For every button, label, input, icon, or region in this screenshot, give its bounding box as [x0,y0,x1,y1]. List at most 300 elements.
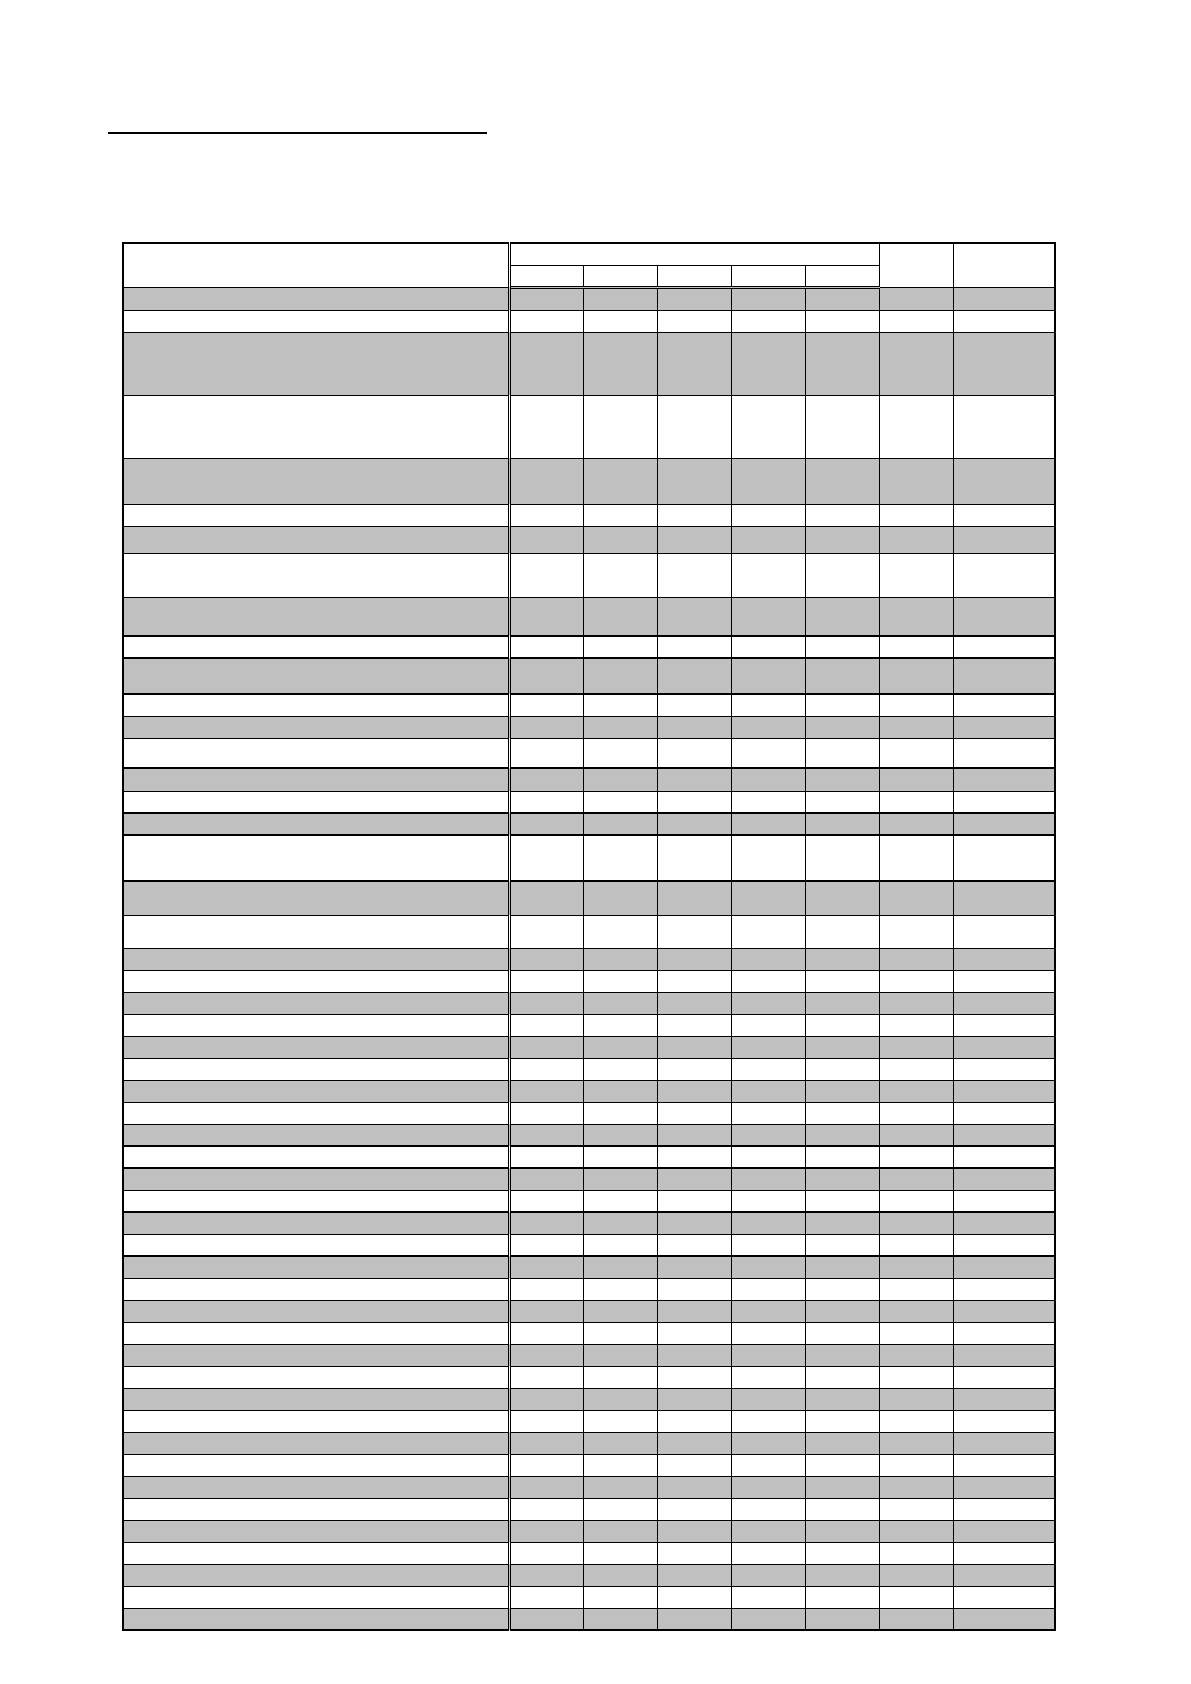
table-cell [805,1058,879,1080]
table-cell [879,1476,953,1498]
table-row [123,835,1055,881]
table-cell [953,694,1055,716]
table-cell [953,1388,1055,1410]
table-cell [657,1454,731,1476]
table-cell [879,1410,953,1432]
table-cell [509,287,583,310]
table-cell [953,597,1055,636]
table-cell [879,1432,953,1454]
table-cell [657,1564,731,1586]
table-cell [583,1520,657,1542]
table-cell [657,1168,731,1190]
table-cell [805,1014,879,1036]
table-cell [509,835,583,881]
table-cell [731,768,805,791]
table-cell [731,1278,805,1300]
table-cell [657,1146,731,1168]
table-cell [657,881,731,915]
table-cell [953,1322,1055,1344]
table-cell [509,526,583,553]
table-cell [583,1476,657,1498]
table-cell [879,1124,953,1146]
table-cell [583,1080,657,1102]
table-cell [953,1124,1055,1146]
table-cell [509,1432,583,1454]
table-cell [731,332,805,395]
table-cell [731,791,805,813]
table-cell [953,1234,1055,1256]
table-cell [123,694,509,716]
table-cell [731,1608,805,1630]
table-cell [657,1256,731,1278]
table-cell [731,1322,805,1344]
table-cell [731,1234,805,1256]
table-cell [879,1454,953,1476]
table-cell [805,458,879,504]
table-cell [509,948,583,970]
table-cell [805,1366,879,1388]
table-row [123,970,1055,992]
table-cell [657,287,731,310]
table-cell [123,1432,509,1454]
table-row [123,526,1055,553]
table-cell [509,332,583,395]
table-cell [657,1080,731,1102]
table-cell [657,1476,731,1498]
table-cell [879,526,953,553]
table-cell [953,915,1055,948]
table-cell [123,1498,509,1520]
table-row [123,694,1055,716]
table-cell [731,553,805,597]
row-header-cell [123,243,509,287]
table-cell [731,1388,805,1410]
table-row [123,1234,1055,1256]
table-row [123,310,1055,332]
table-cell [879,1168,953,1190]
table-cell [953,948,1055,970]
table-cell [123,287,509,310]
table-cell [509,1190,583,1212]
table-cell [509,992,583,1014]
table-row [123,1102,1055,1124]
table-cell [731,1102,805,1124]
table-cell [657,1058,731,1080]
table-cell [953,1014,1055,1036]
table-cell [805,1102,879,1124]
table-cell [123,1212,509,1234]
table-cell [953,636,1055,658]
table-cell [123,791,509,813]
sub-header-cell [509,265,583,287]
table-cell [657,970,731,992]
table-cell [805,716,879,738]
table-cell [953,1058,1055,1080]
table-cell [879,1366,953,1388]
table-cell [583,1366,657,1388]
table-cell [879,1344,953,1366]
table-cell [805,597,879,636]
table-cell [879,332,953,395]
table-cell [879,1498,953,1520]
table-cell [731,1498,805,1520]
table-cell [509,1080,583,1102]
table-cell [805,1520,879,1542]
table-cell [879,1520,953,1542]
table-cell [731,658,805,694]
table-cell [583,1146,657,1168]
table-cell [731,1036,805,1058]
table-cell [805,553,879,597]
table-cell [509,1234,583,1256]
table-cell [509,597,583,636]
table-cell [657,597,731,636]
table-cell [583,1058,657,1080]
table-row [123,1542,1055,1564]
table-row [123,332,1055,395]
table-cell [509,1300,583,1322]
sub-header-cell [731,265,805,287]
table-cell [657,636,731,658]
table-cell [509,1520,583,1542]
table-cell [953,716,1055,738]
table-cell [123,738,509,768]
table-row [123,1124,1055,1146]
table-row [123,1564,1055,1586]
table-cell [583,970,657,992]
table-cell [657,1410,731,1432]
table-cell [657,1608,731,1630]
table-cell [879,1322,953,1344]
table-cell [953,738,1055,768]
table-cell [805,1388,879,1410]
table-cell [123,1520,509,1542]
table-cell [805,1498,879,1520]
table-row [123,1036,1055,1058]
table-cell [123,835,509,881]
table-cell [657,716,731,738]
table-row [123,1058,1055,1080]
table-cell [657,1542,731,1564]
table-cell [731,1080,805,1102]
table-row [123,1080,1055,1102]
table-cell [879,1300,953,1322]
table-cell [583,992,657,1014]
table-cell [879,1102,953,1124]
table-cell [657,738,731,768]
table-cell [657,948,731,970]
table-cell [879,1212,953,1234]
table-cell [509,1102,583,1124]
table-cell [953,1300,1055,1322]
table-cell [805,1542,879,1564]
table-cell [509,1454,583,1476]
table-cell [583,915,657,948]
sub-header-cell [657,265,731,287]
table-cell [953,1190,1055,1212]
table-cell [805,504,879,526]
table-cell [657,658,731,694]
table-cell [509,504,583,526]
sub-header-cell [805,265,879,287]
table-row [123,1190,1055,1212]
table-cell [953,1520,1055,1542]
table-cell [805,915,879,948]
table-cell [123,1168,509,1190]
table-cell [123,1608,509,1630]
table-cell [123,1366,509,1388]
table-cell [731,1190,805,1212]
table-cell [805,694,879,716]
table-cell [123,504,509,526]
table-cell [953,504,1055,526]
table-cell [731,1014,805,1036]
table-cell [805,1190,879,1212]
table-cell [583,768,657,791]
table-cell [123,768,509,791]
table-cell [509,1058,583,1080]
table-cell [657,1234,731,1256]
table-cell [509,310,583,332]
table-cell [805,970,879,992]
table-cell [509,553,583,597]
table-cell [123,1542,509,1564]
table-cell [805,526,879,553]
table-cell [805,332,879,395]
table-row [123,636,1055,658]
table-cell [805,1454,879,1476]
table-cell [731,1432,805,1454]
table-cell [731,287,805,310]
table-cell [657,504,731,526]
table-row [123,992,1055,1014]
table-cell [805,1608,879,1630]
table-cell [879,948,953,970]
table-cell [509,458,583,504]
table-cell [731,1542,805,1564]
table-cell [879,970,953,992]
table-cell [953,768,1055,791]
table-cell [731,948,805,970]
table-cell [731,694,805,716]
table-cell [583,1322,657,1344]
table-cell [805,310,879,332]
table-cell [953,287,1055,310]
table-cell [953,1256,1055,1278]
table-cell [879,1608,953,1630]
table-cell [657,835,731,881]
table-cell [805,1586,879,1608]
table-cell [953,1080,1055,1102]
table-cell [123,716,509,738]
table-cell [731,526,805,553]
table-cell [731,504,805,526]
table-cell [583,1454,657,1476]
table-cell [657,1014,731,1036]
table-cell [657,1036,731,1058]
table-cell [805,1212,879,1234]
table-row [123,1146,1055,1168]
table-cell [657,310,731,332]
table-cell [731,1124,805,1146]
table-cell [657,1278,731,1300]
table-cell [731,1520,805,1542]
table-cell [583,813,657,835]
table-cell [657,915,731,948]
table-cell [509,1344,583,1366]
table-cell [731,716,805,738]
table-cell [805,768,879,791]
table-cell [805,1080,879,1102]
table-cell [953,1344,1055,1366]
table-cell [953,791,1055,813]
column-header-cell [879,243,953,287]
table-cell [123,658,509,694]
table-cell [123,1300,509,1322]
table-cell [583,332,657,395]
table-row [123,1498,1055,1520]
table-cell [805,1432,879,1454]
table-cell [657,1300,731,1322]
table-cell [657,1322,731,1344]
table-row [123,287,1055,310]
table-cell [731,915,805,948]
table-cell [879,1388,953,1410]
table-cell [879,636,953,658]
table-row [123,1432,1055,1454]
table-row [123,597,1055,636]
table-cell [953,332,1055,395]
table-cell [805,1256,879,1278]
table-cell [657,1344,731,1366]
table-cell [509,1476,583,1498]
table-cell [953,526,1055,553]
table-cell [953,1168,1055,1190]
table-cell [953,1498,1055,1520]
table-cell [953,835,1055,881]
table-cell [509,1278,583,1300]
table-cell [657,694,731,716]
table-cell [123,881,509,915]
table-cell [879,1234,953,1256]
table-cell [805,1124,879,1146]
table-cell [583,1388,657,1410]
table-cell [583,395,657,458]
table-cell [657,458,731,504]
table-cell [879,658,953,694]
table-cell [731,1146,805,1168]
table-row [123,716,1055,738]
table-cell [731,992,805,1014]
table-cell [731,1366,805,1388]
table-cell [953,310,1055,332]
table-cell [583,835,657,881]
table-cell [731,835,805,881]
table-cell [953,1432,1055,1454]
table-cell [583,1300,657,1322]
table-cell [879,813,953,835]
table-cell [731,1454,805,1476]
table-cell [509,1124,583,1146]
table-cell [879,1080,953,1102]
table-cell [657,332,731,395]
table-cell [879,597,953,636]
table-cell [123,1256,509,1278]
table-cell [509,1498,583,1520]
table-cell [731,395,805,458]
table-cell [953,1608,1055,1630]
table-row [123,1388,1055,1410]
table-cell [583,716,657,738]
table-cell [509,1212,583,1234]
table-row [123,1256,1055,1278]
table-cell [123,1586,509,1608]
table-cell [123,1036,509,1058]
table-row [123,768,1055,791]
table-cell [657,1124,731,1146]
table-cell [583,1124,657,1146]
table-row [123,1212,1055,1234]
table-cell [805,1564,879,1586]
table-cell [583,738,657,768]
table-row [123,1410,1055,1432]
table-cell [583,1036,657,1058]
table-cell [583,1586,657,1608]
table-cell [583,287,657,310]
table-cell [583,1102,657,1124]
table-row [123,458,1055,504]
table-cell [583,1278,657,1300]
table-cell [879,1564,953,1586]
table-cell [509,395,583,458]
table-cell [123,1564,509,1586]
table-cell [583,881,657,915]
table-cell [657,1586,731,1608]
table-cell [805,948,879,970]
table-cell [123,813,509,835]
table-cell [879,716,953,738]
table-row [123,1608,1055,1630]
table-cell [123,1014,509,1036]
column-header-cell [953,243,1055,287]
table-cell [879,694,953,716]
table-row [123,1168,1055,1190]
table-cell [805,636,879,658]
table-row [123,881,1055,915]
table-cell [805,1344,879,1366]
table-cell [805,287,879,310]
table-cell [509,768,583,791]
table-cell [509,813,583,835]
table-cell [509,791,583,813]
sub-header-cell [583,265,657,287]
table-cell [953,458,1055,504]
table-cell [583,1498,657,1520]
table-cell [805,1278,879,1300]
table-cell [123,1344,509,1366]
group-header-cell [509,243,879,265]
table-cell [509,1388,583,1410]
table-cell [123,1278,509,1300]
table-cell [953,1476,1055,1498]
table-cell [879,791,953,813]
table-cell [731,1256,805,1278]
table-row [123,1454,1055,1476]
table-cell [805,1322,879,1344]
table-cell [879,768,953,791]
table-cell [123,1454,509,1476]
table-cell [509,1410,583,1432]
